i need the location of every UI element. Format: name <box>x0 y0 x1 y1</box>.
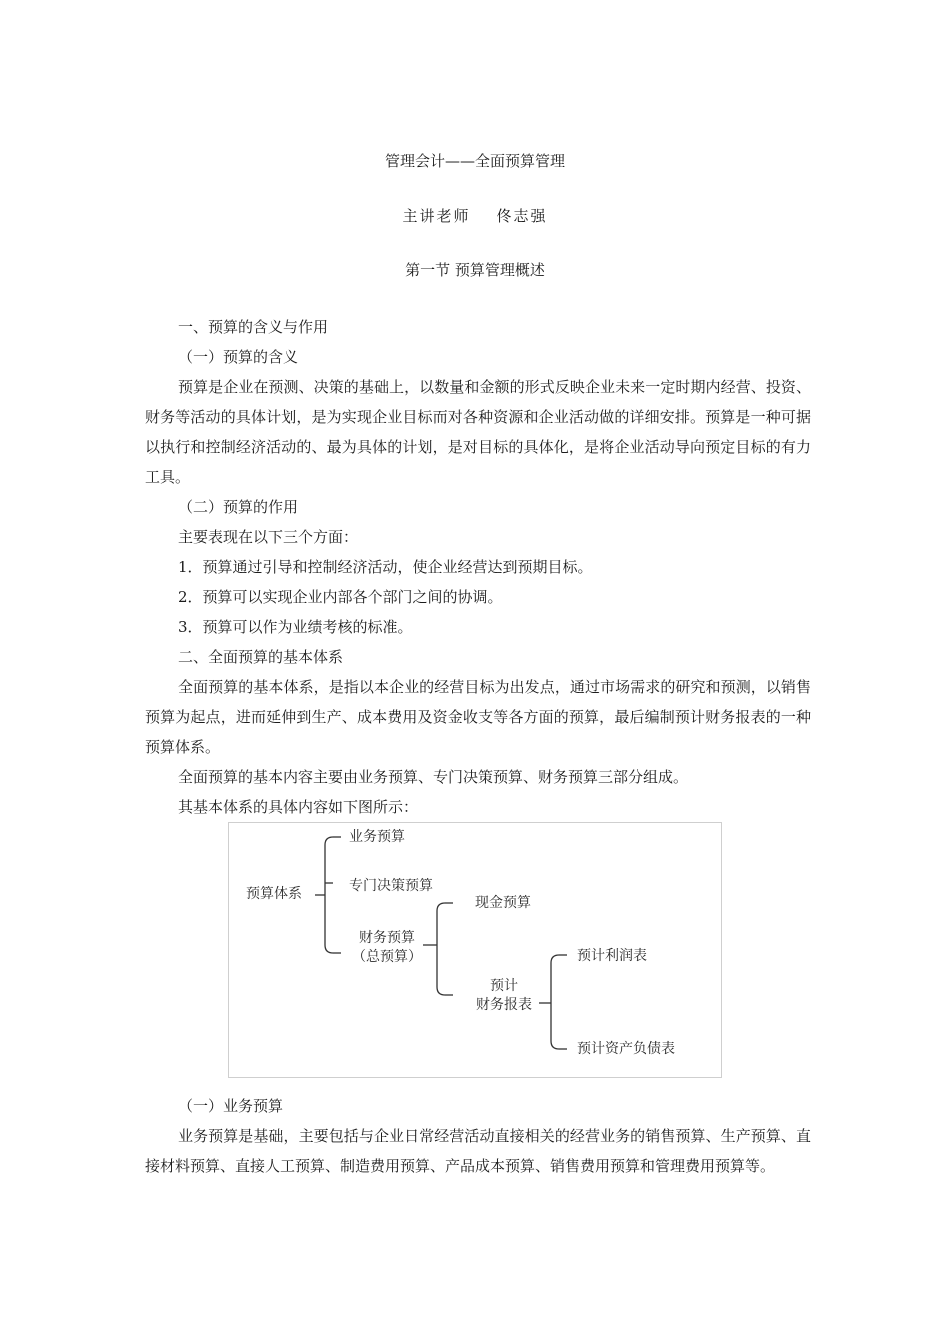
list-item-2: 2．预算可以实现企业内部各个部门之间的协调。 <box>178 588 503 606</box>
paragraph-budget-meaning: 预算是企业在预测、决策的基础上，以数量和金额的形式反映企业未来一定时期内经营、投资、财务等活动的具体计划，是为实现企业目标而对各种资源和企业活动做的详细安排。预算是一种可据以执行和控制经济活动的、最为具体的计划，是对目标的具体化，是将企业活动导向预定目标的有力工具。 <box>145 378 811 486</box>
diagram-node-statements-line1: 预计 <box>490 978 518 994</box>
body-text-upper <box>145 312 811 822</box>
list-item-3: 3．预算可以作为业绩考核的标准。 <box>178 618 413 636</box>
lecturer-line <box>0 205 950 226</box>
diagram-node-statements-line2: 财务报表 <box>476 997 532 1013</box>
paragraph-system-definition: 全面预算的基本体系，是指以本企业的经营目标为出发点，通过市场需求的研究和预测，以销售预算为起点，进而延伸到生产、成本费用及资金收支等各方面的预算，最后编制预计财务报表的一种预算体系。 <box>145 678 811 756</box>
paragraph-business-budget: 业务预算是基础，主要包括与企业日常经营活动直接相关的经营业务的销售预算、生产预算、直接材料预算、直接人工预算、制造费用预算、产品成本预算、销售费用预算和管理费用预算等。 <box>145 1127 811 1175</box>
diagram-node-business: 业务预算 <box>349 829 405 845</box>
diagram-node-finance-line2: （总预算） <box>352 949 422 965</box>
diagram-node-special: 专门决策预算 <box>349 878 433 894</box>
diagram-node-cash: 现金预算 <box>475 895 531 911</box>
diagram-node-statements <box>465 977 543 1015</box>
heading-1-1: （一）预算的含义 <box>178 348 299 366</box>
paragraph-basic-content: 全面预算的基本内容主要由业务预算、专门决策预算、财务预算三部分组成。 <box>178 768 689 786</box>
budget-system-diagram <box>228 822 722 1078</box>
heading-1-2: （二）预算的作用 <box>178 498 299 516</box>
heading-2-1: （一）业务预算 <box>178 1097 284 1115</box>
lecturer-name: 佟志强 <box>496 207 548 225</box>
heading-1: 一、预算的含义与作用 <box>178 318 329 336</box>
diagram-node-root: 预算体系 <box>246 886 302 902</box>
diagram-node-income: 预计利润表 <box>577 948 647 964</box>
list-item-1: 1．预算通过引导和控制经济活动，使企业经营达到预期目标。 <box>178 558 593 576</box>
paragraph-roles-intro: 主要表现在以下三个方面： <box>178 528 359 546</box>
diagram-node-balance: 预计资产负债表 <box>577 1041 675 1057</box>
paragraph-figure-intro: 其基本体系的具体内容如下图所示： <box>178 798 419 816</box>
body-text-lower <box>145 1091 811 1181</box>
heading-2: 二、全面预算的基本体系 <box>178 648 344 666</box>
lecturer-label: 主讲老师 <box>402 207 471 225</box>
document-title: 管理会计——全面预算管理 <box>384 152 565 170</box>
section-title: 第一节 预算管理概述 <box>405 261 545 279</box>
diagram-node-finance-line1: 财务预算 <box>359 930 415 946</box>
diagram-node-finance <box>347 929 427 967</box>
